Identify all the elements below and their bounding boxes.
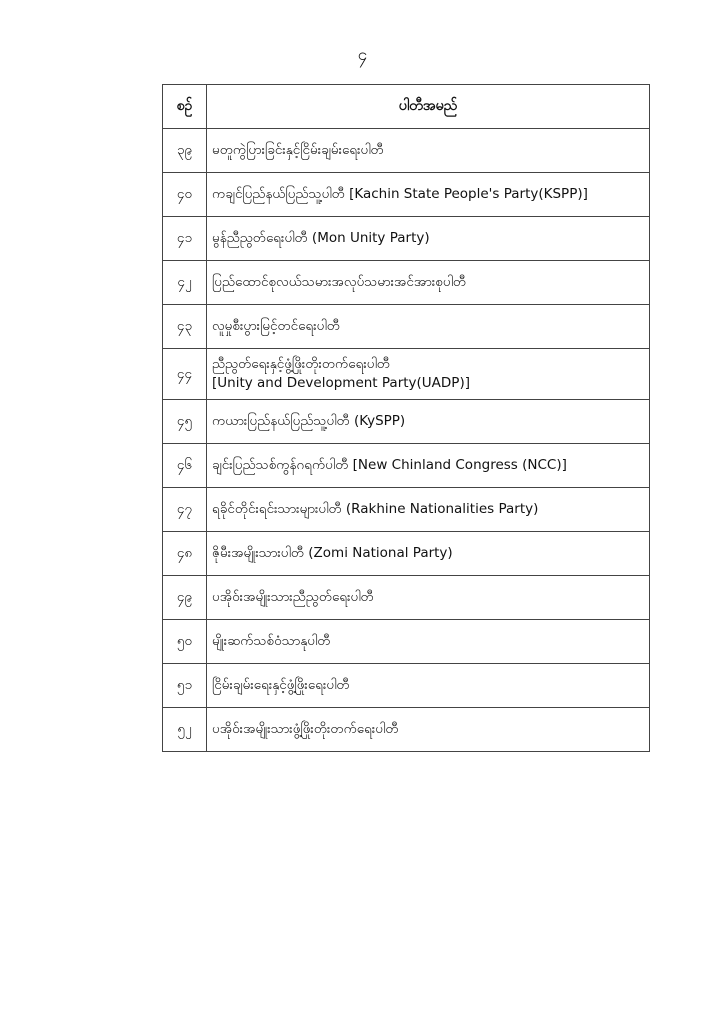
table-row <box>163 576 650 620</box>
party-name-text: ကယားပြည်နယ်ပြည်သူ့ပါတီ (KySPP) <box>212 413 406 429</box>
row-serial-no: ၄၇ <box>163 488 207 532</box>
party-list-table <box>162 84 650 752</box>
table-row <box>163 444 650 488</box>
row-serial-no: ၄၉ <box>163 576 207 620</box>
party-name-text: လူမှုစီးပွားမြင့်တင်ရေးပါတီ <box>212 318 340 334</box>
row-serial-no: ၄၄ <box>163 349 207 400</box>
party-name-text: မွန်ညီညွတ်ရေးပါတီ (Mon Unity Party) <box>212 230 430 246</box>
row-serial-no: ၄၂ <box>163 261 207 305</box>
row-party-name <box>207 444 650 488</box>
page-number: ၄ <box>357 45 368 65</box>
party-name-text: မတူကွဲပြားခြင်းနှင့်ငြိမ်းချမ်းရေးပါတီ <box>212 142 384 158</box>
row-party-name <box>207 664 650 708</box>
party-name-text: ပအိုဝ်းအမျိုးသားညီညွတ်ရေးပါတီ <box>212 589 374 605</box>
row-serial-no: ၅၁ <box>163 664 207 708</box>
party-name-text: ရခိုင်တိုင်းရင်းသားများပါတီ (Rakhine Nationalities Party) <box>212 501 539 517</box>
row-party-name <box>207 349 650 400</box>
row-party-name <box>207 488 650 532</box>
row-party-name <box>207 576 650 620</box>
row-serial-no: ၄၅ <box>163 400 207 444</box>
row-serial-no: ၄၈ <box>163 532 207 576</box>
party-name-text: ညီညွတ်ရေးနှင့်ဖွံ့ဖြိုးတိုးတက်ရေးပါတီ <box>212 356 390 372</box>
table-row <box>163 400 650 444</box>
table-row <box>163 488 650 532</box>
table-row <box>163 305 650 349</box>
table-row <box>163 261 650 305</box>
table-header-row <box>163 85 650 129</box>
row-party-name <box>207 532 650 576</box>
row-serial-no: ၄၃ <box>163 305 207 349</box>
row-serial-no: ၃၉ <box>163 129 207 173</box>
party-name-english-text: [Unity and Development Party(UADP)] <box>212 375 470 391</box>
table-row <box>163 532 650 576</box>
table-row <box>163 217 650 261</box>
row-party-name <box>207 305 650 349</box>
table-row <box>163 173 650 217</box>
row-serial-no: ၄၁ <box>163 217 207 261</box>
row-party-name <box>207 261 650 305</box>
table-row <box>163 129 650 173</box>
party-name-text: မျိုးဆက်သစ်ဝံသာနုပါတီ <box>212 633 331 649</box>
table-row <box>163 664 650 708</box>
row-serial-no: ၄၆ <box>163 444 207 488</box>
row-party-name <box>207 708 650 752</box>
party-name-text: ပြည်ထောင်စုလယ်သမားအလုပ်သမားအင်အားစုပါတီ <box>212 274 467 290</box>
party-name-text: ကချင်ပြည်နယ်ပြည်သူ့ပါတီ [Kachin State People's Party(KSPP)] <box>212 186 588 202</box>
table-row <box>163 708 650 752</box>
party-name-text: ပအိုဝ်းအမျိုးသားဖွံ့ဖြိုးတိုးတက်ရေးပါတီ <box>212 721 399 737</box>
row-party-name <box>207 129 650 173</box>
row-party-name <box>207 217 650 261</box>
row-party-name <box>207 620 650 664</box>
column-header-party-name: ပါတီအမည် <box>207 85 650 129</box>
table-row <box>163 620 650 664</box>
table-row <box>163 349 650 400</box>
party-name-text: ဇိုမီးအမျိုးသားပါတီ (Zomi National Party) <box>212 545 453 561</box>
party-name-text: ချင်းပြည်သစ်ကွန်ဂရက်ပါတီ [New Chinland Congress (NCC)] <box>212 457 567 473</box>
row-serial-no: ၅၀ <box>163 620 207 664</box>
row-serial-no: ၄၀ <box>163 173 207 217</box>
row-party-name <box>207 173 650 217</box>
row-serial-no: ၅၂ <box>163 708 207 752</box>
column-header-serial-no: စဉ် <box>163 85 207 129</box>
row-party-name <box>207 400 650 444</box>
party-name-text: ငြိမ်းချမ်းရေးနှင့်ဖွံ့ဖြိုးရေးပါတီ <box>212 677 350 693</box>
